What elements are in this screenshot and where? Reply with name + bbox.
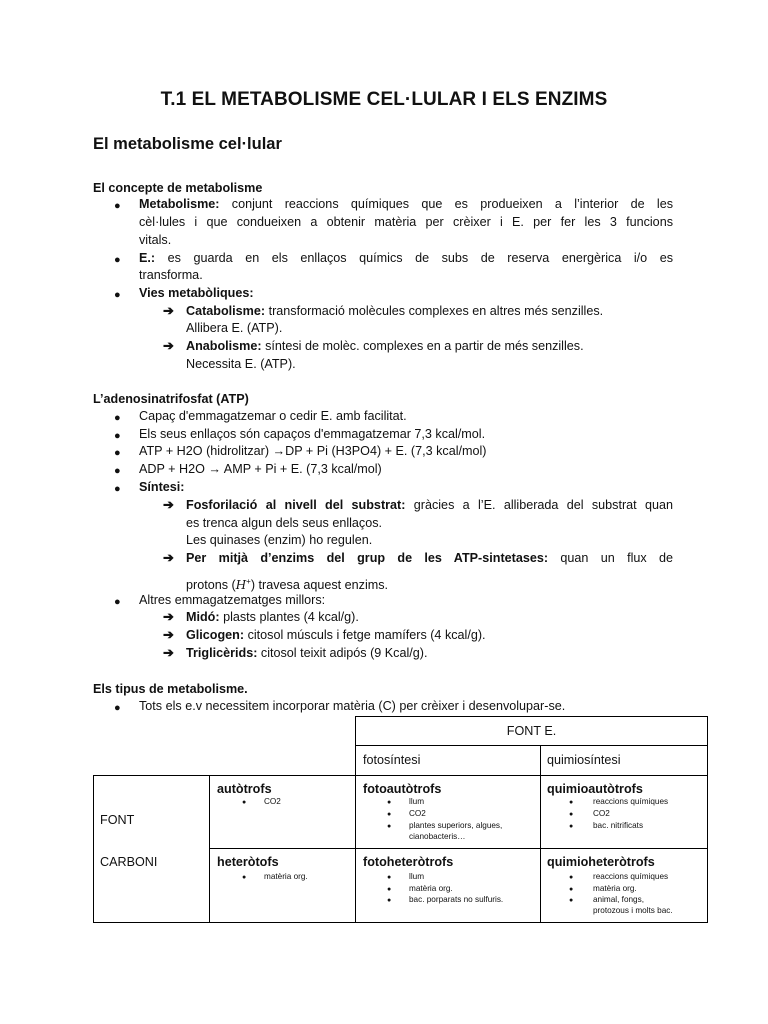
subsection-heading: El concepte de metabolisme bbox=[93, 181, 263, 195]
arrow-icon: ➔ bbox=[163, 303, 174, 318]
quimioheterotrofs-title: quimioheteròtrofs bbox=[547, 855, 655, 869]
quimioautotrofs-title: quimioautòtrofs bbox=[547, 782, 643, 796]
page-title: T.1 EL METABOLISME CEL·LULAR I ELS ENZIMS bbox=[160, 89, 608, 110]
energy-line-1: E.: es guarda en els enllaços químics de subs de reserva energèrica i/o es bbox=[139, 251, 673, 265]
tipus-bullet: Tots els e.v necessitem incorporar matèria (C) per crèixer i desenvolupar-se. bbox=[139, 699, 566, 713]
fotoautotrofs-item: cianobacteris… bbox=[409, 832, 466, 841]
arrow-icon: ➔ bbox=[163, 338, 174, 353]
fosforilacio-line: Fosforilació al nivell del substrat: gràcies a l’E. alliberada del substrat quan bbox=[186, 498, 674, 512]
quimioheterotrofs-item: protozous i molts bac. bbox=[593, 906, 673, 915]
atp-bullet-4: ADP + H2O → AMP + Pi + E. (7,3 kcal/mol) bbox=[139, 462, 382, 476]
heterotrofs-item: matèria org. bbox=[264, 872, 308, 881]
subsection-heading: L’adenosinatrifosfat (ATP) bbox=[93, 392, 249, 406]
bullet-icon: ● bbox=[387, 897, 392, 904]
bullet-icon: ● bbox=[114, 702, 121, 714]
bullet-icon: ● bbox=[114, 447, 121, 459]
quimioautotrofs-item: bac. nitrificats bbox=[593, 821, 644, 830]
arrow-icon: ➔ bbox=[163, 497, 174, 512]
carboni-row-label: CARBONI bbox=[100, 855, 158, 869]
quimioheterotrofs-item: animal, fongs, bbox=[593, 895, 644, 904]
divider bbox=[209, 775, 210, 923]
fotoautotrofs-item: CO2 bbox=[409, 809, 426, 818]
vies-label: Vies metabòliques: bbox=[139, 286, 254, 300]
quimioautotrofs-item: reaccions químiques bbox=[593, 797, 669, 806]
bullet-icon: ● bbox=[114, 200, 121, 212]
sintesi-label: Síntesi: bbox=[139, 480, 185, 494]
quimioheterotrofs-item: matèria org. bbox=[593, 884, 637, 893]
font-row-label: FONT bbox=[100, 813, 135, 827]
divider bbox=[209, 848, 708, 849]
divider bbox=[540, 775, 541, 923]
arrow-icon: ➔ bbox=[163, 550, 174, 565]
fotoautotrofs-item: plantes superiors, algues, bbox=[409, 821, 503, 830]
mido-line: Midó: plasts plantes (4 kcal/g). bbox=[186, 610, 359, 624]
bullet-icon: ● bbox=[114, 483, 121, 495]
quimioautotrofs-item: CO2 bbox=[593, 809, 610, 818]
bullet-icon: ● bbox=[387, 823, 392, 830]
subsection-heading: Els tipus de metabolisme. bbox=[93, 682, 248, 696]
bullet-icon: ● bbox=[387, 886, 392, 893]
catabolisme-line: Catabolisme: transformació molècules complexes en altres més senzilles. bbox=[186, 304, 604, 318]
section-heading: El metabolisme cel·lular bbox=[93, 135, 282, 153]
quimiosintesi-header: quimiosíntesi bbox=[547, 753, 621, 767]
bullet-icon: ● bbox=[569, 886, 574, 893]
bullet-icon: ● bbox=[569, 897, 574, 904]
fotoheterotrofs-item: bac. porparats no sulfuris. bbox=[409, 895, 504, 904]
fotoheterotrofs-item: matèria org. bbox=[409, 884, 453, 893]
divider bbox=[355, 745, 708, 746]
atp-bullet-2: Els seus enllaços són capaços d'emmagatzemar 7,3 kcal/mol. bbox=[139, 427, 486, 441]
bullet-icon: ● bbox=[114, 430, 121, 442]
bullet-icon: ● bbox=[114, 596, 121, 608]
font-e-header: FONT E. bbox=[506, 724, 557, 738]
fotoheterotrofs-title: fotoheteròtrofs bbox=[363, 855, 454, 869]
glicogen-line: Glicogen: citosol músculs i fetge mamífers (4 kcal/g). bbox=[186, 628, 486, 642]
bullet-icon: ● bbox=[569, 811, 574, 818]
fotosintesi-header: fotosíntesi bbox=[363, 753, 421, 767]
anabolisme-line-2: Necessita E. (ATP). bbox=[186, 357, 296, 371]
arrow-icon: ➔ bbox=[163, 627, 174, 642]
bullet-icon: ● bbox=[387, 874, 392, 881]
atp-bullet-3: ATP + H2O (hidrolitzar) →DP + Pi (H3PO4) + E. (7,3 kcal/mol) bbox=[139, 444, 487, 458]
fosforilacio-line-2: es trenca algun dels seus enllaços. bbox=[186, 516, 383, 530]
anabolisme-line: Anabolisme: síntesi de molèc. complexes en a partir de més senzilles. bbox=[186, 339, 584, 353]
fosforilacio-line-3: Les quinases (enzim) ho regulen. bbox=[186, 533, 373, 547]
arrow-icon: ➔ bbox=[163, 645, 174, 660]
bullet-icon: ● bbox=[242, 799, 247, 806]
metabolisme-line-2: cèl·lules i que condueixen a obtenir matèria per crèixer i E. per fer les 3 funcions bbox=[139, 215, 673, 229]
fotoheterotrofs-item: llum bbox=[409, 872, 425, 881]
bullet-icon: ● bbox=[387, 811, 392, 818]
heterotrofs-title: heteròtofs bbox=[217, 855, 279, 869]
metabolisme-line-3: vitals. bbox=[139, 233, 172, 247]
fotoautotrofs-title: fotoautòtrofs bbox=[363, 782, 442, 796]
bullet-icon: ● bbox=[114, 289, 121, 301]
quimioheterotrofs-item: reaccions químiques bbox=[593, 872, 669, 881]
energy-line-2: transforma. bbox=[139, 268, 203, 282]
bullet-icon: ● bbox=[114, 412, 121, 424]
bullet-icon: ● bbox=[569, 823, 574, 830]
divider bbox=[540, 745, 541, 776]
atp-bullet-1: Capaç d'emmagatzemar o cedir E. amb facilitat. bbox=[139, 409, 407, 423]
bullet-icon: ● bbox=[569, 874, 574, 881]
altres-line: Altres emmagatzematges millors: bbox=[139, 593, 326, 607]
autotrofs-item: CO2 bbox=[264, 797, 281, 806]
bullet-icon: ● bbox=[387, 799, 392, 806]
catabolisme-line-2: Allibera E. (ATP). bbox=[186, 321, 283, 335]
bullet-icon: ● bbox=[569, 799, 574, 806]
bullet-icon: ● bbox=[114, 254, 121, 266]
atp-sintetases-line-2: protons (H+) travesa aquest enzims. bbox=[186, 577, 389, 593]
atp-sintetases-line: Per mitjà d’enzims del grup de les ATP-sintetases: quan un flux de bbox=[186, 551, 674, 565]
fotoautotrofs-item: llum bbox=[409, 797, 425, 806]
triglicerids-line: Triglicèrids: citosol teixit adipós (9 Kcal/g). bbox=[186, 646, 428, 660]
bullet-icon: ● bbox=[114, 465, 121, 477]
divider bbox=[355, 775, 356, 923]
metabolisme-line-1: Metabolisme: conjunt reaccions químiques que es produeixen a l’interior de les bbox=[139, 197, 674, 211]
arrow-icon: ➔ bbox=[163, 609, 174, 624]
bullet-icon: ● bbox=[242, 874, 247, 881]
autotrofs-title: autòtrofs bbox=[217, 782, 272, 796]
